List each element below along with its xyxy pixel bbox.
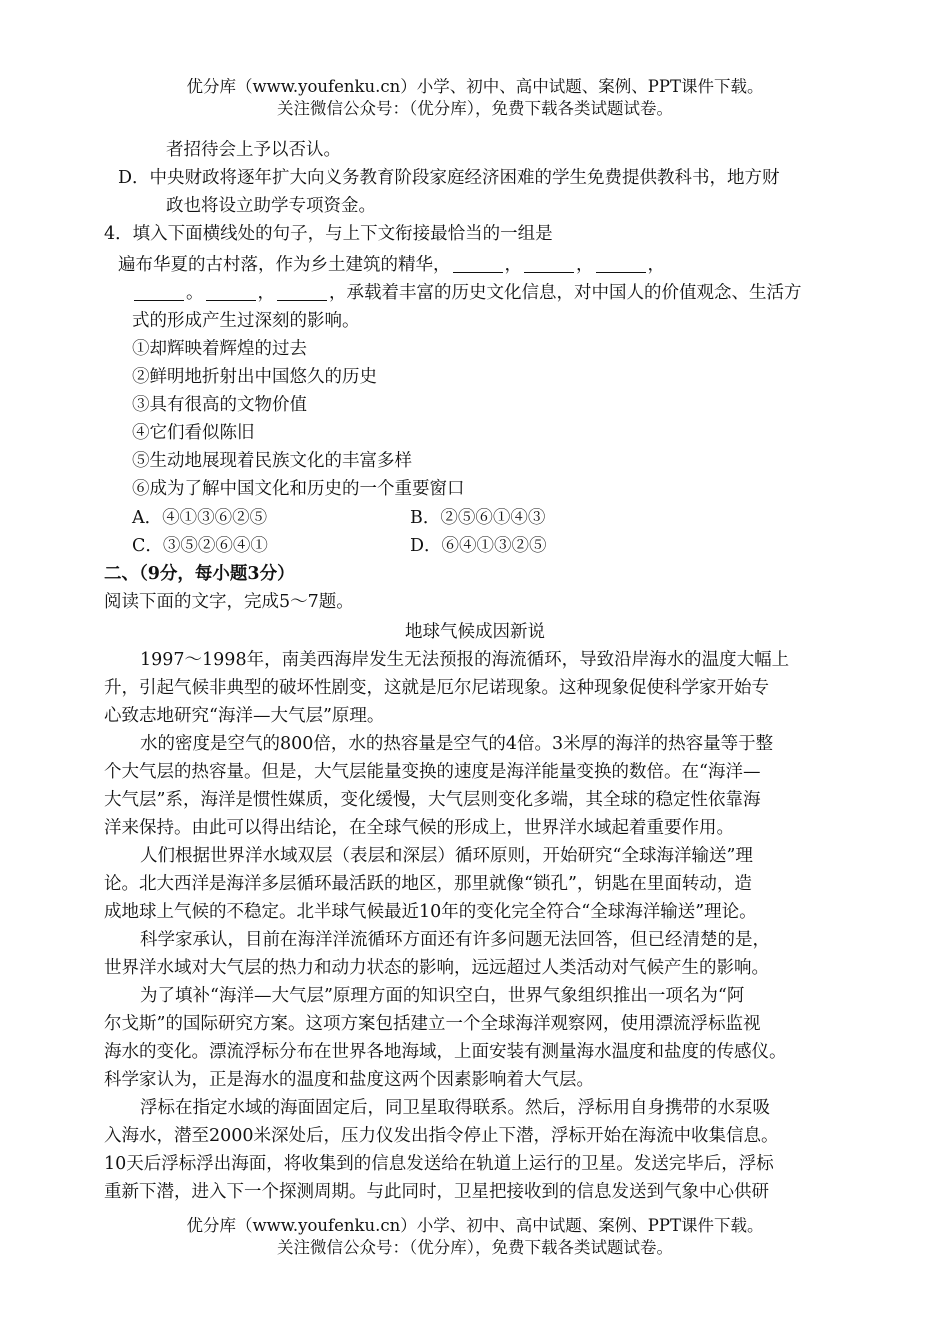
option-d: D．⑥④①③②⑤ bbox=[410, 536, 547, 556]
header-line-2: 关注微信公众号：（优分库），免费下载各类试题试卷。 bbox=[277, 99, 673, 118]
footer-line-2: 关注微信公众号：（优分库），免费下载各类试题试卷。 bbox=[277, 1238, 673, 1257]
article-line: 世界洋水域对大气层的热力和动力状态的影响，远远超过人类活动对气候产生的影响。 bbox=[104, 958, 769, 978]
option-c-continuation: 者招待会上予以否认。 bbox=[166, 140, 341, 160]
answer-blank bbox=[206, 284, 256, 301]
answer-blank bbox=[134, 284, 184, 301]
passage-line-2: 。 ， ，承载着丰富的历史文化信息，对中国人的价值观念、生活方 bbox=[132, 280, 802, 306]
passage-start: 遍布华夏的古村落，作为乡土建筑的精华， bbox=[118, 255, 451, 275]
passage-line-3: 式的形成产生过深刻的影响。 bbox=[132, 311, 360, 331]
article-line: 海水的变化。漂流浮标分布在世界各地海域，上面安装有测量海水温度和盐度的传感仪。 bbox=[104, 1042, 787, 1062]
article-line: 论。北大西洋是海洋多层循环最活跃的地区，那里就像“锁孔”，钥匙在里面转动，造 bbox=[104, 874, 752, 894]
article-line: 为了填补“海洋—大气层”原理方面的知识空白，世界气象组织推出一项名为“阿 bbox=[140, 986, 745, 1006]
option-a: A．④①③⑥②⑤ bbox=[132, 508, 268, 528]
passage-line-1: 遍布华夏的古村落，作为乡土建筑的精华， ， ， ， bbox=[118, 255, 665, 275]
option-d-line-1: D．中央财政将逐年扩大向义务教育阶段家庭经济困难的学生免费提供教科书，地方财 bbox=[118, 168, 780, 188]
article-line: 科学家认为，正是海水的温度和盐度这两个因素影响着大气层。 bbox=[104, 1070, 594, 1090]
article-line: 升，引起气候非典型的破坏性剧变，这就是厄尔尼诺现象。这种现象促使科学家开始专 bbox=[104, 678, 769, 698]
article-line: 成地球上气候的不稳定。北半球气候最近10年的变化完全符合“全球海洋输送”理论。 bbox=[104, 902, 757, 922]
reading-instruction: 阅读下面的文字，完成5～7题。 bbox=[104, 592, 354, 612]
article-line: 大气层”系，海洋是惯性媒质，变化缓慢，大气层则变化多端，其全球的稳定性依靠海 bbox=[104, 790, 761, 810]
article-line: 尔戈斯”的国际研究方案。这项方案包括建立一个全球海洋观察网，使用漂流浮标监视 bbox=[104, 1014, 761, 1034]
article-line: 人们根据世界洋水域双层（表层和深层）循环原则，开始研究“全球海洋输送”理 bbox=[140, 846, 753, 866]
article-line: 个大气层的热容量。但是，大气层能量变换的速度是海洋能量变换的数倍。在“海洋— bbox=[104, 762, 761, 782]
choice-item-6: ⑥成为了解中国文化和历史的一个重要窗口 bbox=[132, 479, 465, 499]
choice-item-5: ⑤生动地展现着民族文化的丰富多样 bbox=[132, 451, 412, 471]
choice-item-2: ②鲜明地折射出中国悠久的历史 bbox=[132, 367, 377, 387]
article-line: 1997～1998年，南美西海岸发生无法预报的海流循环，导致沿岸海水的温度大幅上 bbox=[140, 650, 790, 670]
choice-item-4: ④它们看似陈旧 bbox=[132, 423, 255, 443]
article-line: 入海水，潜至2000米深处后，压力仪发出指令停止下潜，浮标开始在海流中收集信息。 bbox=[104, 1126, 779, 1146]
answer-blank bbox=[524, 256, 574, 273]
article-line: 10天后浮标浮出海面，将收集到的信息发送给在轨道上运行的卫星。发送完毕后，浮标 bbox=[104, 1154, 774, 1174]
article-title: 地球气候成因新说 bbox=[405, 622, 545, 642]
passage-end: ，承载着丰富的历史文化信息，对中国人的价值观念、生活方 bbox=[329, 283, 802, 303]
choice-item-3: ③具有很高的文物价值 bbox=[132, 395, 307, 415]
article-line: 水的密度是空气的800倍，水的热容量是空气的4倍。3米厚的海洋的热容量等于整 bbox=[140, 734, 774, 754]
choice-item-1: ①却辉映着辉煌的过去 bbox=[132, 339, 307, 359]
article-line: 浮标在指定水域的海面固定后，同卫星取得联系。然后，浮标用自身携带的水泵吸 bbox=[140, 1098, 770, 1118]
footer-line-1: 优分库（www.youfenku.cn）小学、初中、高中试题、案例、PPT课件下载。 bbox=[186, 1216, 764, 1235]
answer-blank bbox=[596, 256, 646, 273]
article-line: 心致志地研究“海洋—大气层”原理。 bbox=[104, 706, 385, 726]
question-4-stem: 4．填入下面横线处的句子，与上下文衔接最恰当的一组是 bbox=[104, 224, 553, 244]
answer-blank bbox=[453, 256, 503, 273]
option-c: C．③⑤②⑥④① bbox=[132, 536, 268, 556]
option-d-line-2: 政也将设立助学专项资金。 bbox=[166, 196, 376, 216]
article-line: 洋来保持。由此可以得出结论，在全球气候的形成上，世界洋水域起着重要作用。 bbox=[104, 818, 734, 838]
option-b: B．②⑤⑥①④③ bbox=[410, 508, 546, 528]
header-line-1: 优分库（www.youfenku.cn）小学、初中、高中试题、案例、PPT课件下载。 bbox=[186, 77, 764, 96]
section-heading: 二、（9分，每小题3分） bbox=[104, 564, 295, 584]
article-line: 科学家承认，目前在海洋洋流循环方面还有许多问题无法回答，但已经清楚的是， bbox=[140, 930, 770, 950]
answer-blank bbox=[277, 284, 327, 301]
article-line: 重新下潜，进入下一个探测周期。与此同时，卫星把接收到的信息发送到气象中心供研 bbox=[104, 1182, 769, 1202]
